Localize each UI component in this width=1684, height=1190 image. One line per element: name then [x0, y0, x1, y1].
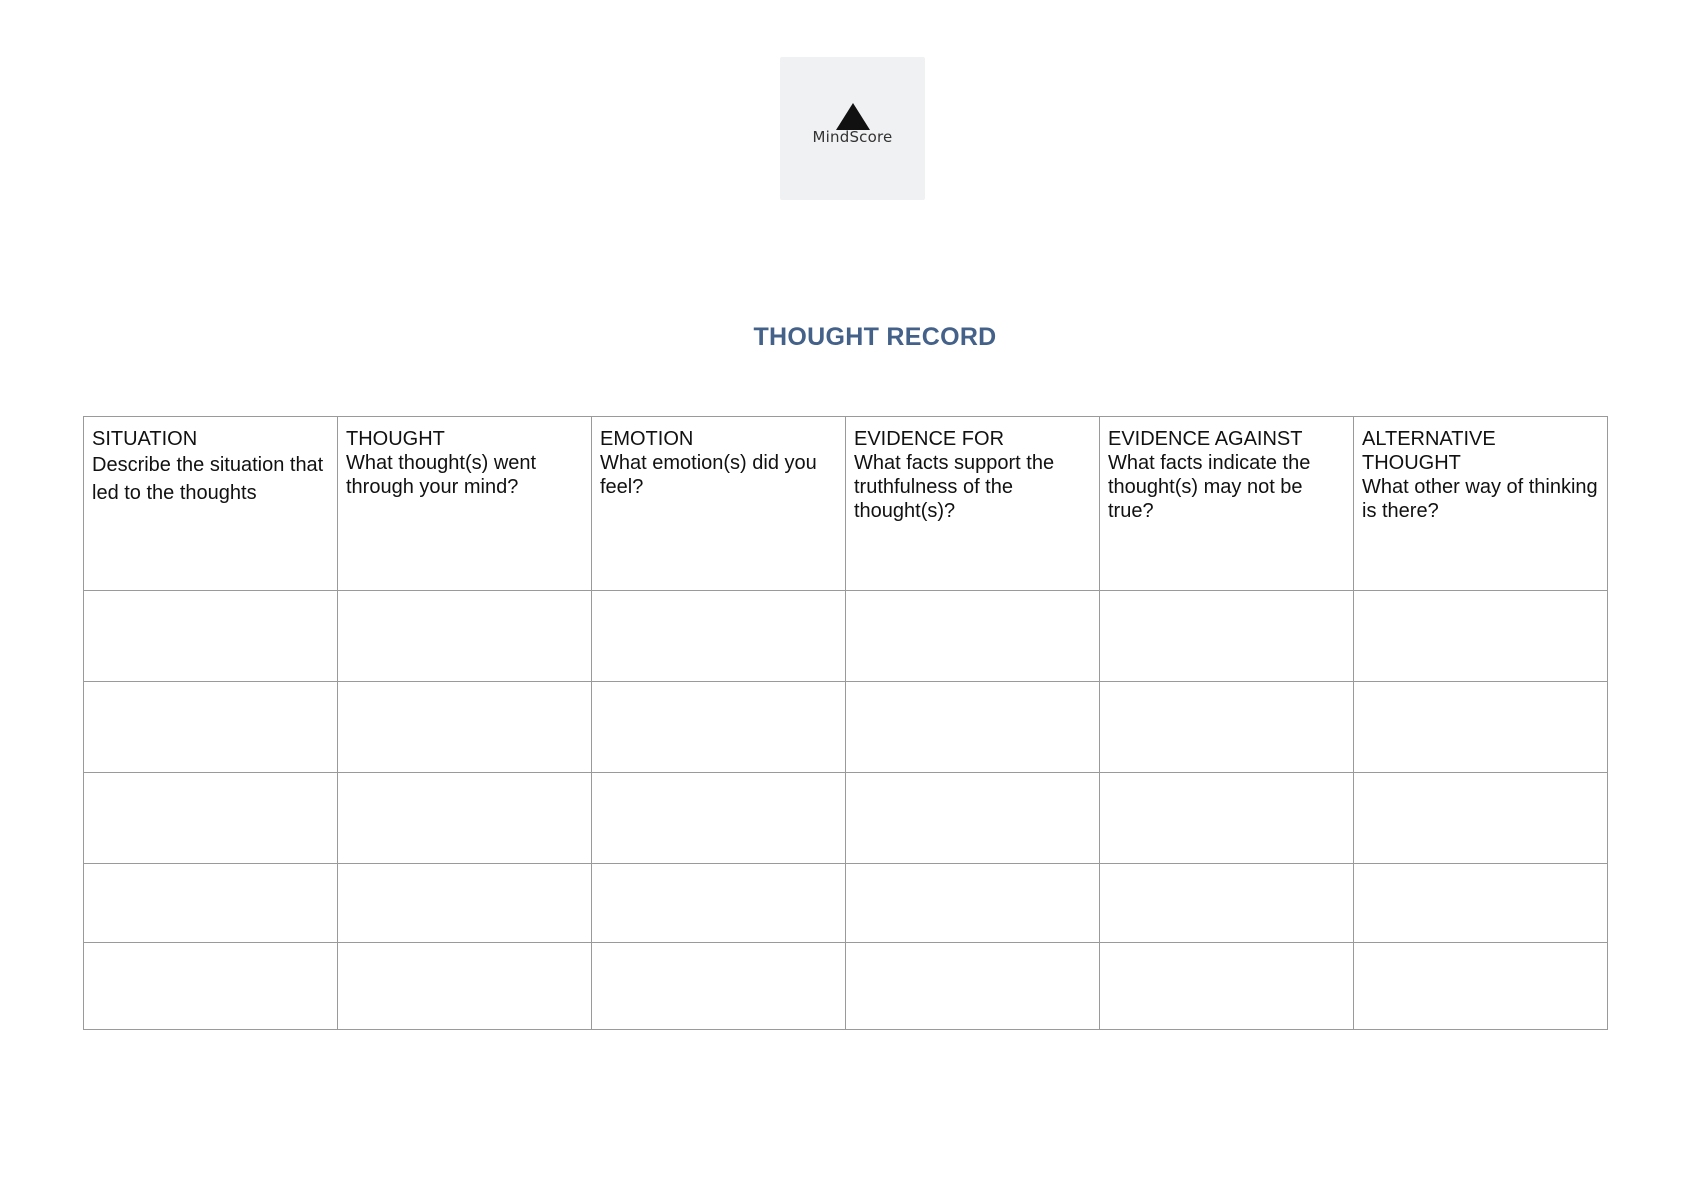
- column-description: What emotion(s) did you feel?: [600, 452, 817, 498]
- table-cell[interactable]: [84, 773, 338, 864]
- table-cell[interactable]: [592, 773, 846, 864]
- table-cell[interactable]: [1354, 773, 1608, 864]
- column-description: Describe the situation that led to the thoughts: [92, 454, 324, 504]
- logo-brand-name: MindScore: [812, 128, 893, 146]
- table-header-row: [84, 417, 1608, 591]
- table-cell[interactable]: [1100, 773, 1354, 864]
- column-header-situation: [84, 417, 338, 591]
- table-cell[interactable]: [846, 943, 1100, 1030]
- table-cell[interactable]: [1100, 864, 1354, 943]
- table-row: [84, 943, 1608, 1030]
- column-title: THOUGHT: [346, 428, 445, 450]
- column-description: What thought(s) went through your mind?: [346, 452, 537, 498]
- column-title: EVIDENCE FOR: [854, 428, 1005, 450]
- table-cell[interactable]: [1100, 682, 1354, 773]
- column-header-alternative-thought: [1354, 417, 1608, 591]
- page-title: THOUGHT RECORD: [753, 323, 997, 351]
- table-cell[interactable]: [592, 864, 846, 943]
- table-cell[interactable]: [1354, 682, 1608, 773]
- triangle-icon: [836, 103, 870, 130]
- column-header-evidence-for: [846, 417, 1100, 591]
- column-title: EVIDENCE AGAINST: [1108, 428, 1303, 450]
- table-cell[interactable]: [338, 682, 592, 773]
- column-header-evidence-against: [1100, 417, 1354, 591]
- table-cell[interactable]: [846, 682, 1100, 773]
- table-cell[interactable]: [84, 943, 338, 1030]
- column-header-thought: [338, 417, 592, 591]
- table-cell[interactable]: [1354, 864, 1608, 943]
- table-row: [84, 682, 1608, 773]
- table-cell[interactable]: [592, 682, 846, 773]
- table-cell[interactable]: [338, 864, 592, 943]
- column-title: EMOTION: [600, 428, 694, 450]
- table-cell[interactable]: [84, 864, 338, 943]
- column-description: What facts support the truthfulness of the thought(s)?: [854, 452, 1055, 522]
- table-cell[interactable]: [1354, 943, 1608, 1030]
- table-row: [84, 773, 1608, 864]
- table-cell[interactable]: [846, 591, 1100, 682]
- table-cell[interactable]: [592, 943, 846, 1030]
- column-description: What facts indicate the thought(s) may not be true?: [1108, 452, 1311, 522]
- table-cell[interactable]: [338, 773, 592, 864]
- table-cell[interactable]: [1100, 943, 1354, 1030]
- thought-record-table: [83, 416, 1608, 1030]
- column-header-emotion: [592, 417, 846, 591]
- column-description: What other way of thinking is there?: [1362, 476, 1598, 522]
- table-cell[interactable]: [338, 591, 592, 682]
- table-cell[interactable]: [84, 591, 338, 682]
- table-cell[interactable]: [1354, 591, 1608, 682]
- table-cell[interactable]: [1100, 591, 1354, 682]
- table-row: [84, 591, 1608, 682]
- table-cell[interactable]: [846, 864, 1100, 943]
- table-row: [84, 864, 1608, 943]
- table-cell[interactable]: [592, 591, 846, 682]
- table-cell[interactable]: [84, 682, 338, 773]
- table-cell[interactable]: [338, 943, 592, 1030]
- column-title: SITUATION: [92, 428, 198, 450]
- mindscore-logo: [780, 57, 925, 200]
- column-title: ALTERNATIVE THOUGHT: [1362, 428, 1496, 474]
- table-cell[interactable]: [846, 773, 1100, 864]
